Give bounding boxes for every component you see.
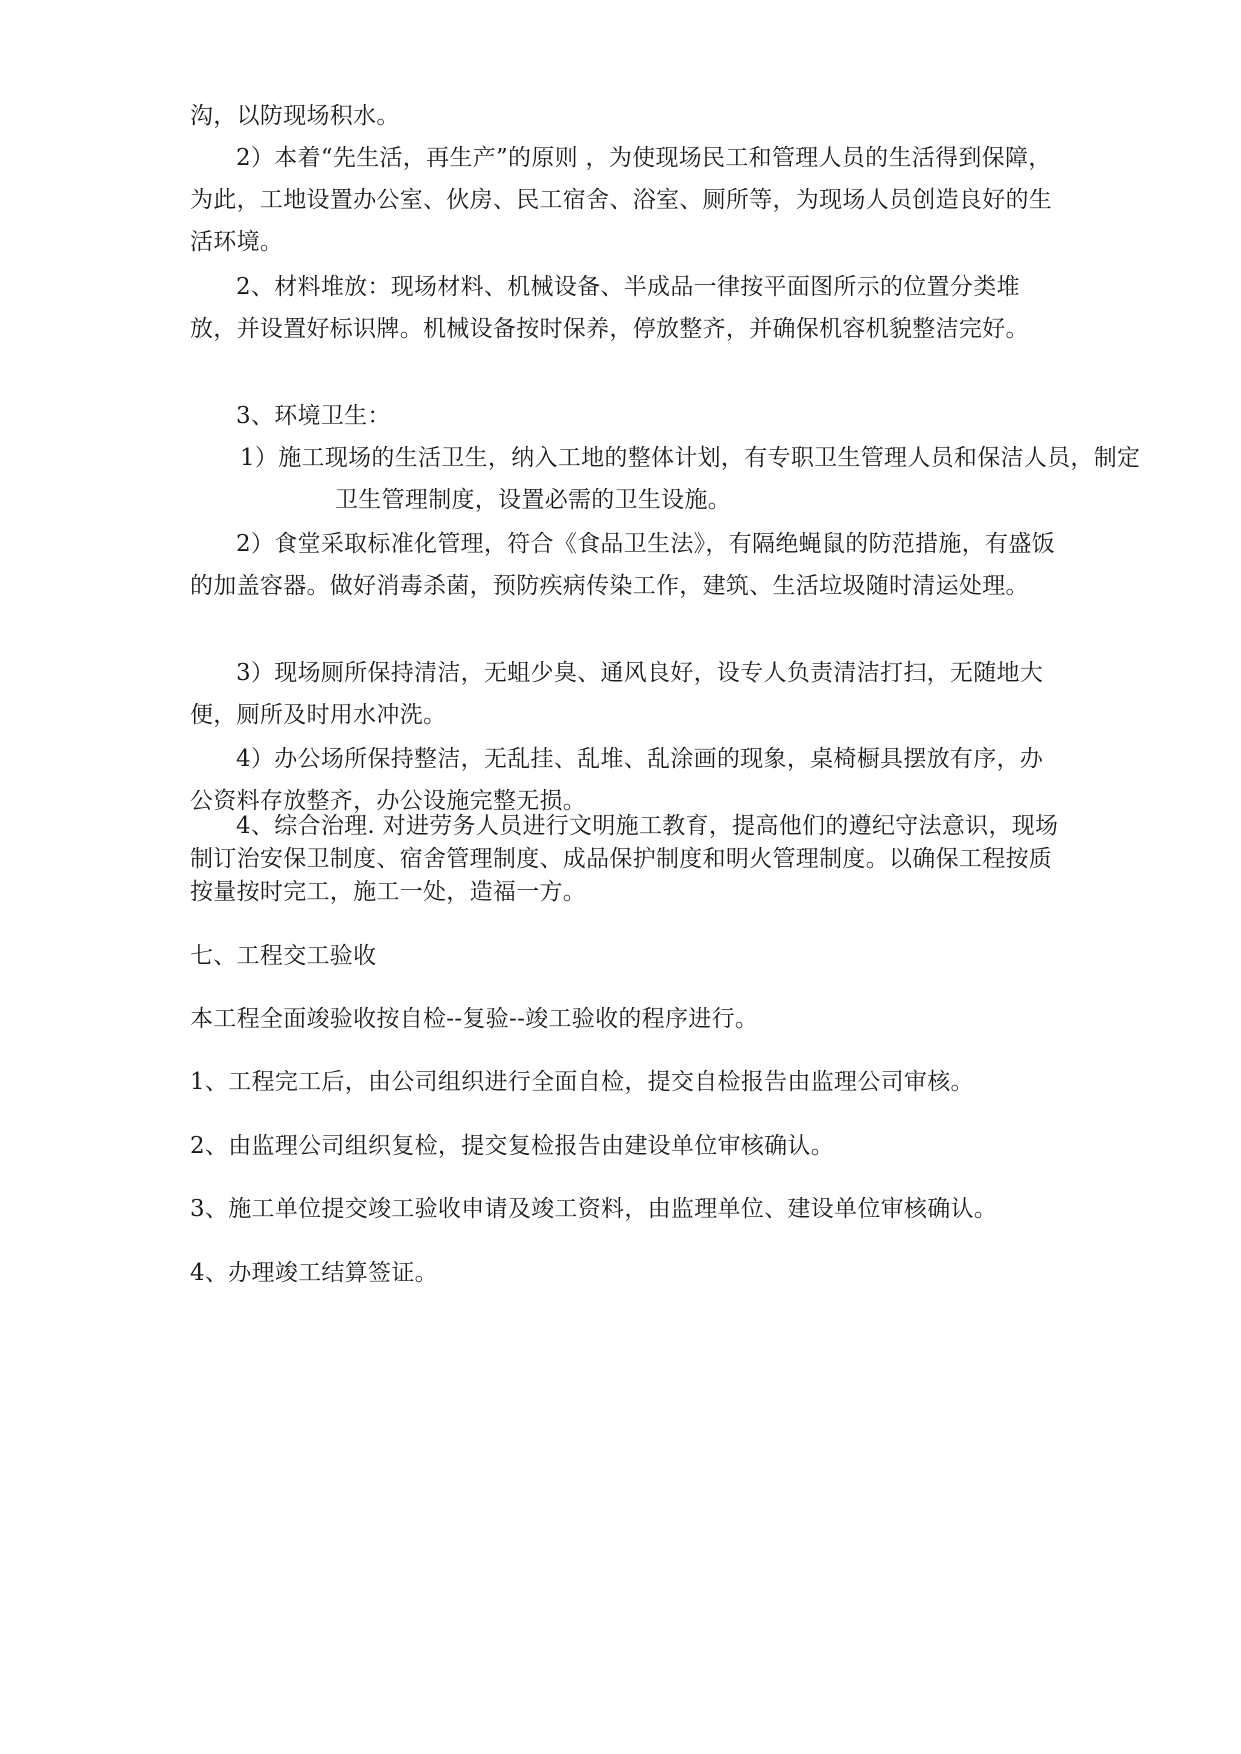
list-item-completion-application: 3、施工单位提交竣工验收申请及竣工资料，由监理单位、建设单位审核确认。	[190, 1196, 998, 1222]
paragraph-site-hygiene: 1）施工现场的生活卫生，纳入工地的整体计划，有专职卫生管理人员和保洁人员，制定卫生管理制度，设置必需的卫生设施。	[240, 445, 1141, 513]
paragraph-acceptance-procedure: 本工程全面竣验收按自检--复验--竣工验收的程序进行。	[190, 1006, 759, 1032]
list-item-final-settlement: 4、办理竣工结算签证。	[190, 1260, 438, 1286]
paragraph-comprehensive-management: 4、综合治理. 对进劳务人员进行文明施工教育，提高他们的遵纪守法意识，现场制订治安保卫制度、宿舍管理制度、成品保护制度和明火管理制度。以确保工程按质按量按时完工，施工一处，造福一方。	[190, 813, 1059, 905]
list-item-self-inspection: 1、工程完工后，由公司组织进行全面自检，提交自检报告由监理公司审核。	[190, 1069, 974, 1095]
paragraph-material-stacking: 2、材料堆放：现场材料、机械设备、半成品一律按平面图所示的位置分类堆放，并设置好标识牌。机械设备按时保养，停放整齐，并确保机容机貌整洁完好。	[190, 274, 1029, 342]
list-item-re-inspection: 2、由监理公司组织复检，提交复检报告由建设单位审核确认。	[190, 1133, 835, 1159]
section-heading-acceptance: 七、工程交工验收	[190, 943, 377, 969]
paragraph-canteen: 2）食堂采取标准化管理，符合《食品卫生法》，有隔绝蝇鼠的防范措施，有盛饭的加盖容器。做好消毒杀菌，预防疾病传染工作，建筑、生活垃圾随时清运处理。	[190, 531, 1055, 599]
paragraph-environmental-hygiene-heading: 3、环境卫生：	[236, 403, 391, 429]
paragraph-office: 4）办公场所保持整洁，无乱挂、乱堆、乱涂画的现象，桌椅橱具摆放有序，办公资料存放整齐，办公设施完整无损。	[190, 746, 1044, 814]
paragraph-toilets: 3）现场厕所保持清洁，无蛆少臭、通风良好，设专人负责清洁打扫，无随地大便，厕所及时用水冲洗。	[190, 660, 1044, 728]
paragraph-living-facilities: 2）本着“先生活，再生产”的原则 ，为使现场民工和管理人员的生活得到保障，为此，工地设置办公室、伙房、民工宿舍、浴室、厕所等，为现场人员创造良好的生活环境。	[190, 145, 1053, 255]
paragraph-continuation: 沟，以防现场积水。	[190, 103, 400, 129]
